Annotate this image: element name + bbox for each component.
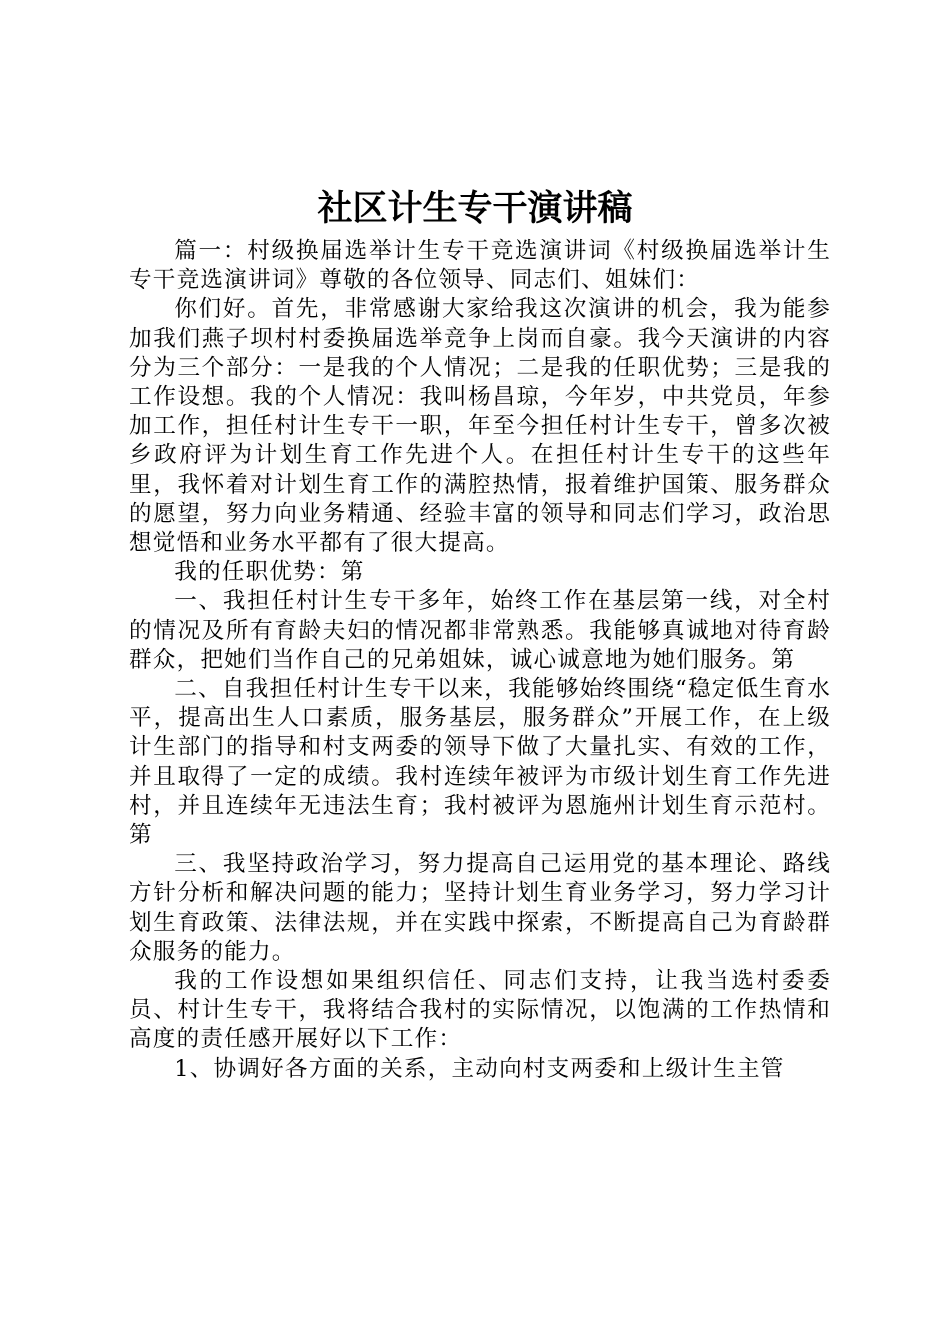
paragraph: 一、我担任村计生专干多年，始终工作在基层第一线，对全村的情况及所有育龄夫妇的情况都非常熟悉。我能够真诚地对待育龄群众，把她们当作自己的兄弟姐妹，诚心诚意地为她们服务。第 [129, 588, 831, 673]
document-body [129, 237, 831, 1084]
paragraph: 二、自我担任村计生专干以来，我能够始终围绕“稳定低生育水平，提高出生人口素质，服务基层，服务群众”开展工作，在上级计生部门的指导和村支两委的领导下做了大量扎实、有效的工作，并且取得了一定的成绩。我村连续年被评为市级计划生育工作先进村，并且连续年无违法生育；我村被评为恩施州计划生育示范村。第 [129, 676, 831, 849]
paragraph: 你们好。首先，非常感谢大家给我这次演讲的机会，我为能参加我们燕子坝村村委换届选举竞争上岗而自豪。我今天演讲的内容分为三个部分：一是我的个人情况；二是我的任职优势；三是我的工作设想。我的个人情况：我叫杨昌琼，今年岁，中共党员，年参加工作，担任村计生专干一职，年至今担任村计生专干，曾多次被乡政府评为计划生育工作先进个人。在担任村计生专干的这些年里，我怀着对计划生育工作的满腔热情，报着维护国策、服务群众的愿望，努力向业务精通、经验丰富的领导和同志们学习，政治思想觉悟和业务水平都有了很大提高。 [129, 296, 831, 557]
paragraph: 篇一：村级换届选举计生专干竞选演讲词《村级换届选举计生专干竞选演讲词》尊敬的各位领导、同志们、姐妹们： [129, 238, 831, 294]
paragraph: 1、协调好各方面的关系，主动向村支两委和上级计生主管 [174, 1055, 785, 1082]
paragraph: 我的工作设想如果组织信任、同志们支持，让我当选村委委员、村计生专干，我将结合我村的实际情况，以饱满的工作热情和高度的责任感开展好以下工作： [129, 968, 831, 1053]
paragraph: 三、我坚持政治学习，努力提高自己运用党的基本理论、路线方针分析和解决问题的能力；坚持计划生育业务学习，努力学习计划生育政策、法律法规，并在实践中探索，不断提高自己为育龄群众服务的能力。 [129, 851, 831, 965]
paragraph: 我的任职优势：第 [174, 559, 365, 586]
document-title: 社区计生专干演讲稿 [317, 188, 633, 229]
